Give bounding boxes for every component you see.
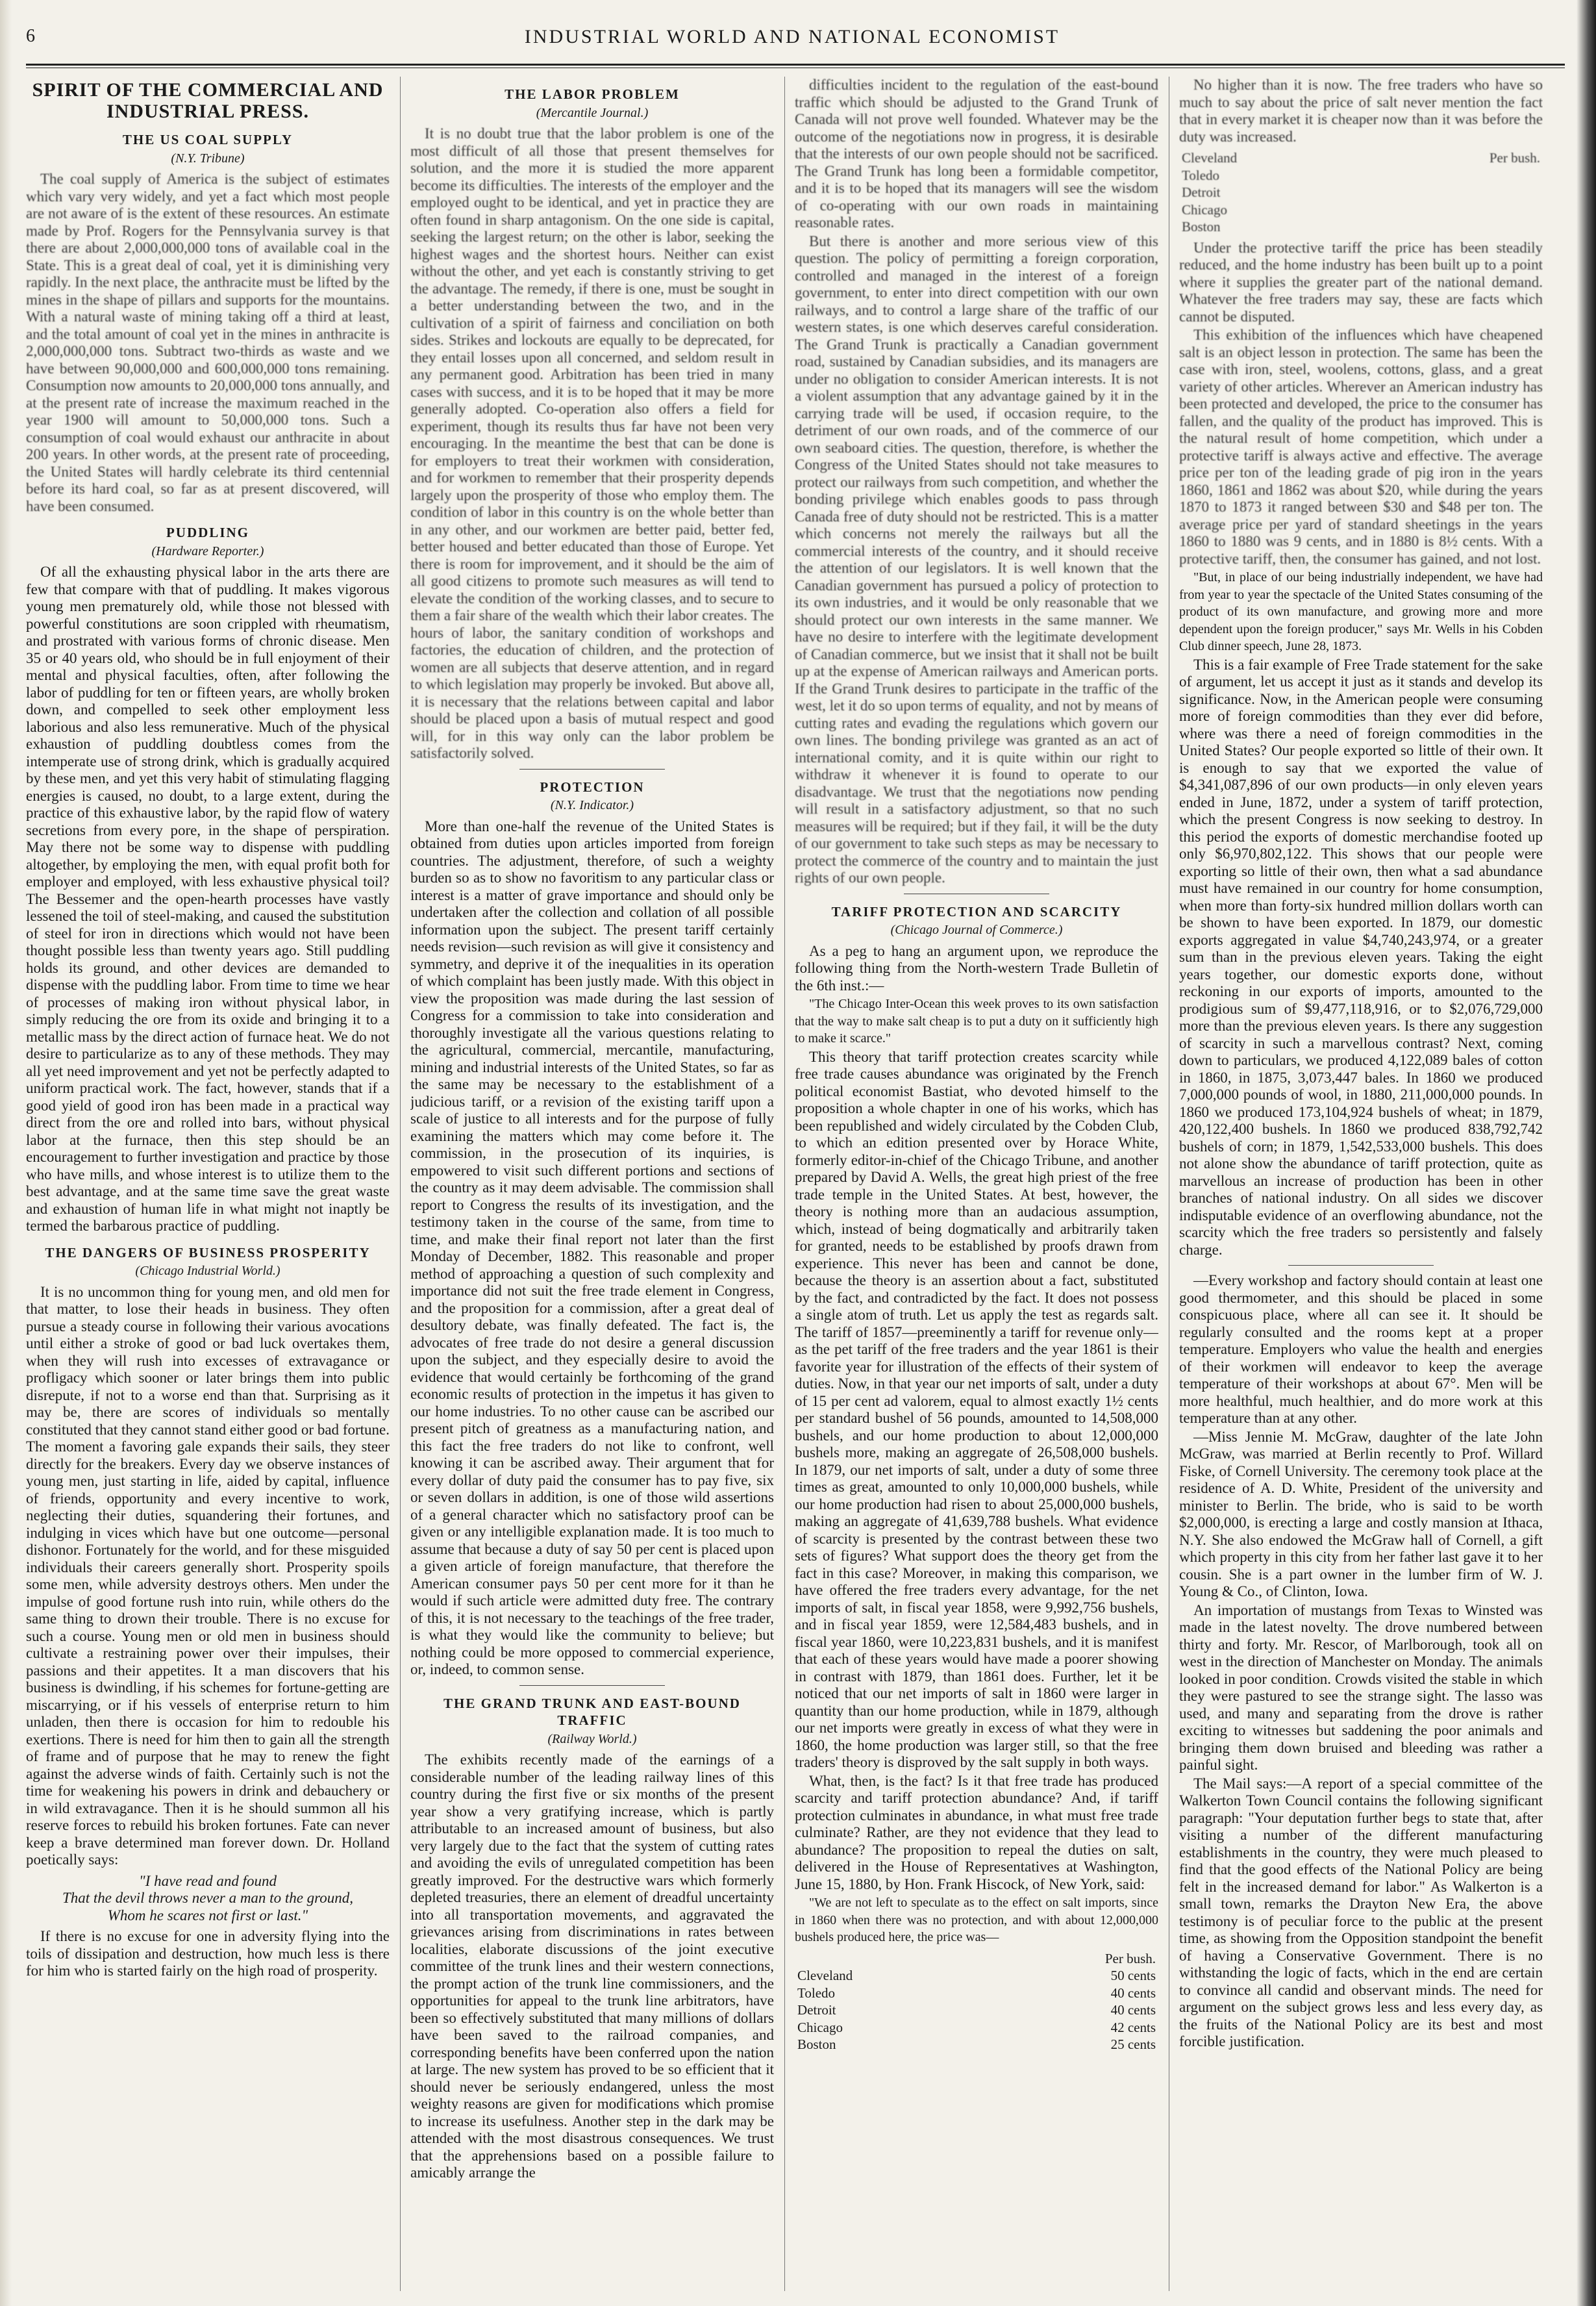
article-heading: TARIFF PROTECTION AND SCARCITY <box>831 903 1122 920</box>
page-edge-left <box>0 0 12 2306</box>
article-body: This exhibition of the influences which have cheapened salt is an object lesson in protection. The same has been the case with iron, steel, woolens, cottons, glass, and a great variety of other articles. Wherever an American industry has been protected and developed, the price to the consumer has fallen, and the quality of the product has improved. This is the natural result of home competition, which under a protective tariff is always active and effective. The average price per ton of the leading grade of pig iron in the years 1860, 1861 and 1862 was about $20, while during the years 1870 to 1873 it ranged between $30 and $48 per ton. The average price per yard of standard sheetings in the years 1860 to 1880 was 9 cents, and in 1880 is 8½ cents. With a protective tariff, then, the consumer has gained, and not lost. <box>1179 327 1543 567</box>
article-quote: "The Chicago Inter-Ocean this week proves to its own satisfaction that the way to make salt cheap is to put a duty on it sufficiently high to make it scarce." <box>795 997 1158 1046</box>
table-cell: 42 cents <box>1110 2019 1156 2035</box>
article-source: (Hardware Reporter.) <box>151 544 264 558</box>
table-cell: Per bush. <box>1489 150 1540 166</box>
page-edge-right <box>1577 0 1596 2306</box>
table-row <box>795 2036 1158 2053</box>
table-row <box>1179 201 1543 219</box>
table-cell <box>1368 184 1543 201</box>
table-cell: Detroit <box>1182 184 1221 200</box>
masthead-title: INDUSTRIAL WORLD AND NATIONAL ECONOMIST <box>524 26 1060 47</box>
section-title: SPIRIT OF THE COMMERCIAL AND INDUSTRIAL PRESS. <box>32 79 384 122</box>
masthead <box>26 26 1558 55</box>
column-divider <box>400 77 401 2291</box>
table-cell <box>1368 167 1543 184</box>
article-body: difficulties incident to the regulation of the east-bound traffic which should be adjusted to the Grand Trunk of Canada will not prove well founded. Whatever may be the outcome of the negotiations now in progress, it is desirable that the interests of our own people should not be sacrificed. The Grand Trunk has long been a formidable competitor, and it is to be hoped that its managers will see the wisdom of co-operating with our own roads in maintaining reasonable rates. <box>795 77 1158 231</box>
table-cell: Boston <box>1182 219 1221 234</box>
table-row <box>1179 149 1543 167</box>
table-row <box>795 2001 1158 2019</box>
article-heading: PROTECTION <box>540 779 645 795</box>
table-row <box>1179 167 1543 184</box>
article-body: This theory that tariff protection creates scarcity while free trade causes abundance was originated by the French political economist Bastiat, who devoted himself to the proposition a whole chapter in one of his works, which has been republished and widely circulated by the Cobden Club, to which an edition presented over by Horace White, formerly editor-in-chief of the Chicago Tribune, and another prepared by David A. Wells, the great high priest of the free trade temple in the United States. At best, however, the theory is nothing more than an audacious assumption, which, instead of being dogmatically and arbitrarily taken for granted, needs to be established by proofs drawn from experience. This never has been and cannot be done, because the theory is an assertion about a fact, substituted by the fact, and contradicted by the fact. It does not possess a single atom of truth. Let us apply the test as regards salt. The tariff of 1857—preeminently a tariff for revenue only—as the pet tariff of the free traders and the year 1861 is their favorite year for illustration of the effects of their system of duties. Now, in that year our net imports of salt, under a duty of 15 per cent ad valorem, equal to almost exactly 1½ cents per standard bushel of 56 pounds, amounted to 14,508,000 bushels, and our home production to about 12,000,000 bushels more, making an aggregate of 26,508,000 bushels. In 1879, our net imports of salt, under a duty of some three times as great, amounted to only 10,000,000 bushels, while our home production had risen to about 25,000,000 bushels, making an aggregate of 41,639,788 bushels. What evidence of scarcity is presented by the contrast between these two sets of figures? What support does the theory get from the fact in this case? Moreover, in making this comparison, we have offered the free traders every advantage, for the net imports of salt, in fiscal year 1858, were 9,992,756 bushels, and in fiscal year 1859, were 12,584,483 bushels, and in fiscal year 1860, were 10,223,831 bushels, and it is manifest that each of these years would have made a poorer showing in contrast with 1879, than 1861 does. Further, let it be noticed that our net imports of salt in 1860 were larger in quantity than our home production, while in 1879, although our net imports were greatly in excess of what they were in 1860, the home production was larger still, so that the free traders' theory is disproved by the salt supply in both ways. <box>795 1048 1158 1770</box>
poem-line: That the devil throws never a man to the ground, <box>62 1890 354 1906</box>
article-body: No higher than it is now. The free traders who have so much to say about the price of salt never mention the fact that in every market it is cheaper now than it was before the duty was increased. <box>1179 77 1543 145</box>
article-quote: "We are not left to speculate as to the effect on salt imports, since in 1860 when there was no protection, and with about 12,000,000 bushels produced here, the price was— <box>795 1896 1158 1944</box>
table-row <box>795 1967 1158 1985</box>
article-body: An importation of mustangs from Texas to Winsted was made in the latest novelty. The drove numbered between thirty and forty. Mr. Rescor, of Marlborough, took all on west in the direction of Manchester on Monday. The animals looked in poor condition. Crowds visited the stable in which they were pastured to see the strange sight. The lasso was used, and many and separating from the drove is rather exciting to witnesses but saddening the poor animals and bringing them down bruised and bleeding was rather a painful sight. <box>1179 1601 1543 1773</box>
table-header-cell <box>795 1950 984 1968</box>
article-body: The Mail says:—A report of a special committee of the Walkerton Town Council contains the following significant paragraph: "Your deputation further begs to state that, after visiting a number of the different manufacturing establishments in the country, they were much pleased to find that the good effects of the National Policy are being felt in the increased demand for labor." As Walkerton is a small town, remarks the Drayton New Era, the above testimony is of peculiar force to the public at the present time, as showing from the Opposition standpoint the benefit of having a Conservative Government. There is no withstanding the logic of facts, which in the end are certain to convince all candid and observant minds. The need for argument on the subject grows less and less every day, as the fruits of the National Policy are its best and most forcible justification. <box>1179 1775 1543 2049</box>
column-2 <box>410 77 774 2291</box>
article-heading: THE DANGERS OF BUSINESS PROSPERITY <box>45 1244 371 1260</box>
table-cell <box>1368 218 1543 236</box>
table-cell: 40 cents <box>1110 2002 1156 2018</box>
article-body: Under the protective tariff the price has been steadily reduced, and the home industry has been built up to a point where it supplies the greater part of the national demand. Whatever the free traders may say, these are facts which cannot be disputed. <box>1179 239 1543 325</box>
poem-line: "I have read and found <box>139 1872 277 1889</box>
article-quote: "But, in place of our being industrially independent, we have had from year to year the spectacle of the United States consuming of the product of its own manufacture, and growing more and more dependent upon the foreign producer," says Mr. Wells in his Cobden Club dinner speech, June 28, 1873. <box>1179 570 1543 653</box>
table-cell: Toledo <box>797 1985 836 2001</box>
column-3 <box>795 77 1158 2291</box>
article-heading: PUDDLING <box>166 525 249 540</box>
separator <box>1288 1265 1434 1266</box>
table-row <box>795 1985 1158 2002</box>
article-body: The exhibits recently made of the earnings of a considerable number of the leading railway lines of this country during the first five or six months of the present year show a very gratifying increase, which is partly attributable to an increased amount of business, but also very largely due to the fact that the system of cutting rates and avoiding the evils of unregulated competition has been greatly improved. For the destructive wars which formerly depleted treasuries, there an element of dreadful uncertainty into all transportation movements, and aggravated the grievances arising from discriminations in rates between localities, elaborate discussions of the joint executive committee of the trunk lines and their western connections, the prompt action of the trunk line commissioners, and the opportunities for appeal to the trunk line arbitrators, have been so effectively substituted that many millions of dollars have been saved to the railroad companies, and corresponding benefits have been conferred upon the nation at large. The new system has proved to be so efficient that it should never be seriously endangered, unless the most weighty reasons are given for modifications which promise to increase its usefulness. Another step in the dark may be attended with the most disastrous consequences. We trust that the apprehensions based on a possible failure to amicably arrange the <box>410 1751 774 2181</box>
article-body: —Miss Jennie M. McGraw, daughter of the late John McGraw, was married at Berlin recently to Prof. Willard Fiske, of Cornell University. The ceremony took place at the residence of A. D. White, President of the university and minister to Berlin. The bride, who is said to be worth $2,000,000, is erecting a large and costly mansion at Ithaca, N.Y. She also endowed the McGraw hall of Cornell, a gift which property in this city from her father last gave it to her cousin. She is a part owner in the lumber firm of W. J. Young & Co., of Clinton, Iowa. <box>1179 1428 1543 1599</box>
article-source: (Mercantile Journal.) <box>536 105 649 120</box>
article-source: (Railway World.) <box>547 1731 637 1746</box>
table-row <box>1179 184 1543 201</box>
article-source: (Chicago Journal of Commerce.) <box>890 923 1063 937</box>
table-header-cell: Per bush. <box>1104 1950 1156 1966</box>
article-source: (N.Y. Indicator.) <box>550 798 634 812</box>
table-cell: 50 cents <box>1110 1968 1156 1983</box>
column-1 <box>26 77 390 2291</box>
poem-quote <box>26 1873 390 1925</box>
separator <box>519 1685 665 1686</box>
article-heading: THE LABOR PROBLEM <box>505 86 680 102</box>
article-body: Of all the exhausting physical labor in the arts there are few that compare with that of puddling. It makes vigorous young men prematurely old, while those not blessed with powerful constitutions are soon crippled with rheumatism, and prostrated with various forms of chronic disease. Men 35 or 40 years old, who should be in full enjoyment of their mental and physical faculties, often, after following the labor of puddling for ten or fifteen years, are wholly broken down, and compelled to seek other employment less laborious and also less remunerative. Much of the physical exhaustion of puddling doubtless comes from the intemperate use of strong drink, which is gradually acquired by these men, and yet this very habit of stimulating flagging energies is caused, no doubt, to a large extent, during the practice of this exhaustive labor, by the rapid flow of watery secretions from every pore, in the shape of perspiration. May there not be some way to dispense with puddling altogether, by employing the men, with equal profit both for employer and employed, with less exhaustive physical toil? The Bessemer and the open-hearth processes have vastly lessened the toil of steel-making, and caused the substitution of steel for iron in directions which would not have been thought possible less than twenty years ago. Still puddling holds its ground, and other devices are demanded to dispense with the puddling labor. From time to time we hear of processes of making iron without physical labor, in simply reducing the ore from its oxide and bringing it to a metallic mass by the direct action of furnace heat. We do not desire to particularize as to any of these methods. They may all yet need improvement and yet not be perfectly adapted to uniform practical work. The fact, however, stands that if a good yield of good iron has been made in a practical way direct from the ore and rolled into bars, without physical labor at the furnace, then this step should be an encouragement to further investigation and practice by those who have mills, and whose interest is to utilize them to the best advantage, and at the same time save the great waste and exhaustion of human life in what might not inaptly be termed the barbarous practice of puddling. <box>26 564 390 1234</box>
table-cell: Detroit <box>797 2002 836 2018</box>
poem-line: Whom he scares not first or last." <box>107 1907 308 1924</box>
table-cell: Chicago <box>797 2019 843 2035</box>
article-body: What, then, is the fact? Is it that free trade has produced scarcity and tariff protection abundance? And, if tariff protection culminates in abundance, in what must free trade culminate? Rather, are they not evidence that they lead to abundance? The proposition to repeal the duties on salt, delivered in the House of Representatives at Washington, June 15, 1880, by Hon. Frank Hiscock, of New York, said: <box>795 1772 1158 1892</box>
article-body: More than one-half the revenue of the United States is obtained from duties upon articles imported from foreign countries. The adjustment, therefore, of such a weighty burden so as to show no favoritism to any particular class or interest is a matter of grave importance and should only be undertaken after the collection and collation of all possible information upon the subject. The present tariff certainly needs revision—such revision as will give it consistency and symmetry, and deprive it of the inequalities in its operation of which complaint has been justly made. With this object in view the proposition was made during the last session of Congress for a commission to take into consideration and thoroughly investigate all the various questions relating to the agricultural, commercial, mercantile, manufacturing, mining and industrial interests of the United States, so far as the same may be necessary to the establishment of a judicious tariff, or a revision of the existing tariff upon a scale of justice to all interests and for the purpose of fully examining the matters which may come before it. The commission, in the prosecution of its inquiries, is empowered to visit such different portions and sections of the country as it may deem advisable. The commission shall report to Congress the results of its investigation, and the testimony taken in the course of the same, from time to time, and make their final report not later than the first Monday of December, 1882. This reasonable and proper method of approaching a question of such complexity and importance did not suit the free trade element in Congress, and the proposition for a commission, after a great deal of desultory debate, was finally defeated. The fact is, the advocates of free trade do not desire a general discussion upon the subject, and they especially desire to avoid the evidence that would certainly be forthcoming of the grand economic results of protection in the impetus it has given to our home industries. To no other cause can be ascribed our present pitch of greatness as a manufacturing nation, and this fact the free traders do not like to confront, well knowing it can be ascribed away. Their argument that for every dollar of duty paid the consumer has to pay five, six or seven dollars in addition, is one of those wild assertions of a general character which no satisfactory proof can be given or any intelligible explanation made. It is too much to assume that because a duty of say 50 per cent is placed upon a given article of foreign manufacture, that therefore the American consumer pays 50 per cent more for it than he would if such article were admitted duty free. The contrary of this, it is not necessary to the teachings of the free trader, is what they would like the community to believe; but nothing could be more opposed to commercial experience, or, indeed, to common sense. <box>410 818 774 1677</box>
masthead-rule <box>26 64 1565 66</box>
article-body: It is no uncommon thing for young men, and old men for that matter, to lose their heads in business. They often pursue a steady course in following their various avocations until either a stroke of good or bad luck overtakes them, when they will rush into excesses of extravagance or profligacy which sooner or later brings them into public disrepute, if not to a worse end than that. Surprising as it may be, there are scores of individuals so mentally constituted that they cannot stand either good or bad fortune. The moment a favoring gale expands their sails, they steer directly for the breakers. Every day we observe instances of young men, just starting in life, aided by capital, influence of friends, opportunity and every incentive to work, neglecting their duties, squandering their fortunes, and indulging in vices which have but one outcome—personal dishonor. Fortunately for the world, and for these misguided individuals their careers generally short. Prosperity spoils some men, while adversity destroys others. Men under the impulse of good fortune rush into ruin, while others do the same thing to drown their trouble. There is no excuse for such a course. Young men or old men in business should cultivate a restraining power over their impulses, their passions and their appetites. It a man discovers that his business is dwindling, if his schemes for fortune-getting are miscarrying, or if his vessels of enterprise return to him unladen, then there is occasion for him to redouble his exertions. There is need for him then to gain all the strength of frame and of purpose that he may to renew the fight against the adverse winds of faith. Certainly such is not the time for weakening his powers in drink and debauchery or in wild extravagance. Then it is he should summon all his reserve forces to rebuild his broken fortunes. Fate can never keep a brave determined man forever down. Dr. Holland poetically says: <box>26 1283 390 1868</box>
article-body: —Every workshop and factory should contain at least one good thermometer, and this should be placed in some conspicuous place, where all can see it. It should be regularly consulted and the rooms kept at a proper temperature. Employers who value the health and energies of their workmen will endeavor to keep the average temperature of their workshops at about 67°. Men will be more healthful, much healthier, and do more work at this temperature than at any other. <box>1179 1272 1543 1426</box>
article-body: The coal supply of America is the subject of estimates which vary very widely, and yet a fact which most people are not aware of is the extent of these resources. An estimate made by Prof. Rogers for the Pennsylvania survey is that there are about 2,000,000,000 tons of available coal in the State. This is a great deal of coal, yet it is diminishing very rapidly. In the next place, the anthracite must be lifted by the mines in the shape of pillars and supports for the mountains. With a natural waste of mining taking off a third at least, and the total amount of coal yet in the mines in anthracite is 2,000,000,000 tons. Subtract two-thirds as waste and we have between 90,000,000 and 600,000,000 tons remaining. Consumption now amounts to 20,000,000 tons annually, and at the present rate of increase the maximum reached in the year 1900 will amount to 50,000,000 tons. Such a consumption of coal would exhaust our anthracite in about 200 years. In other words, at the present rate of proceeding, the United States will hardly celebrate its third centennial before its hard coal, so far as at present discovered, will have been consumed. <box>26 171 390 514</box>
article-intro: As a peg to hang an argument upon, we reproduce the following thing from the North-western Trade Bulletin of the 6th inst.:— <box>795 942 1158 994</box>
price-table <box>1179 149 1543 236</box>
table-cell: Toledo <box>1182 167 1220 183</box>
article-heading: THE US COAL SUPPLY <box>122 132 293 147</box>
table-cell: 40 cents <box>1110 1985 1156 2001</box>
salt-price-table <box>795 1950 1158 2053</box>
article-body: If there is no excuse for one in adversity flying into the toils of dissipation and destruction, how much less is there for him who is started fairly on the high road of prosperity. <box>26 1928 390 1979</box>
table-header-row <box>795 1950 1158 1968</box>
table-cell: Cleveland <box>1182 150 1238 166</box>
table-cell <box>1368 201 1543 219</box>
article-body: But there is another and more serious view of this question. The policy of permitting a foreign corporation, controlled and managed in the interest of a foreign government, to enter into direct competition with our own railways, and to control a large share of the traffic of our western states, is one which deserves careful consideration. The Grand Trunk is practically a Canadian government road, sustained by Canadian subsidies, and its managers are under no obligation to consider American interests. It is not a violent assumption that any advantage gained by it in the carrying trade will be used, if occasion require, to the detriment of our own roads, and of the commerce of our own seaboard cities. The question, therefore, is whether the Congress of the United States should not take measures to protect our railways from such competition, and whether the bonding privilege which enables goods to pass through Canada free of duty should not be restricted. This is a matter which concerns not merely the railways but all the commercial interests of the country, and it should receive the attention of our legislators. It is well known that the Canadian government has pursued a policy of protection to its own industries, and it would be only reasonable that we should protect our own interests in the same manner. We have no desire to interfere with the legitimate development of Canadian commerce, but we insist that it shall not be built up at the expense of American railways and American ports. If the Grand Trunk desires to participate in the traffic of the west, let it do so upon terms of equality, and not by means of cutting rates and evading the regulations which govern our own lines. The bonding privilege was granted as an act of international comity, and it is quite within our right to withdraw it whenever it is found to operate to our disadvantage. We trust that the negotiations now pending will result in a satisfactory adjustment, so that no such measures will be required; but if they fail, it will be the duty of our government to take such steps as may be necessary to protect the commerce of the country and to maintain the just rights of our own people. <box>795 232 1158 886</box>
table-row <box>1179 218 1543 236</box>
article-body: This is a fair example of Free Trade statement for the sake of argument, let us accept it just as it stands and develop its significance. Now, in the American people were consuming more of foreign commodities than they ever did before, where was there a need of foreign commodities in the United States? Our people exported so little of their own. It is enough to say that we exported the value of $4,341,087,896 of our own products—in only eleven years ended in June, 1872, under a system of tariff protection, which the present Congress is now seeking to destroy. In this period the exports of domestic merchandise footed up only $6,970,802,122. This shows that our people were exporting so little of their own, then what a sad abundance must have remained in our country for home consumption, when more than forty-six hundred million dollars worth can be shown to have been exported. In 1879, our domestic exports aggregated in value $4,740,243,974, or a greater sum than in the previous eleven years. Taking the eight years together, our domestic exports done, without reckoning in our exports of imports, amounted to the prodigious sum of $9,477,118,916, or to $2,076,729,000 more than the previous eleven years. Is there any suggestion of scarcity in such a marvellous contrast? Next, coming down to particulars, we produced 4,122,089 bales of cotton in 1860, in 1875, 3,073,447 bales. In 1860 we produced 7,000,000 pounds of wool, in 1880, 211,000,000 pounds. In 1860 we produced 173,104,924 bushels of wheat; in 1879, 420,122,400 bushels. In 1860 we produced 838,792,742 bushels of corn; in 1879, 1,542,533,000 bushels. This does not alone show the abundance of tariff protection, quite as marvellous an increase of production has been in other branches of national industry. On all sides we discover indisputable evidence of an overflowing abundance, not the scarcity which the free traders so persistently and falsely charge. <box>1179 656 1543 1258</box>
column-divider <box>784 77 785 2291</box>
article-heading: THE GRAND TRUNK AND EAST-BOUND TRAFFIC <box>443 1695 741 1728</box>
article-source: (Chicago Industrial World.) <box>135 1264 281 1278</box>
table-cell: Boston <box>797 2037 836 2052</box>
table-cell: 25 cents <box>1110 2037 1156 2052</box>
page-number: 6 <box>26 26 37 46</box>
separator <box>519 769 665 770</box>
column-4 <box>1179 77 1543 2291</box>
article-body: It is no doubt true that the labor problem is one of the most difficult of all those that present themselves for solution, and the more it is studied the more apparent become its difficulties. The interests of the employer and the employed ought to be identical, and yet in practice they are often found in sharp antagonism. On the one side is capital, seeking the largest return; on the other is labor, seeking the highest wages and the shortest hours. Neither can exist without the other, and yet each is constantly striving to get the advantage. The remedy, if there is one, must be sought in a better understanding between the two, and in the cultivation of a spirit of fairness and conciliation on both sides. Strikes and lockouts are equally to be deprecated, for they entail losses upon all concerned, and seldom result in any permanent good. Arbitration has been tried in many cases with success, and it is to be hoped that it may be more generally adopted. Co-operation also offers a field for experiment, though its results thus far have not been very encouraging. In the meantime the best that can be done is for employers to treat their workmen with consideration, and for workmen to remember that their prosperity depends largely upon the prosperity of those who employ them. The condition of labor in this country is on the whole better than in any other, and our workmen are better paid, better fed, better housed and better educated than those of Europe. Yet there is room for improvement, and it should be the aim of all good citizens to promote such measures as will tend to elevate the condition of the working classes, and to secure to them a fair share of the wealth which their labor creates. The hours of labor, the sanitary condition of workshops and factories, the education of children, and the protection of women are all subjects that deserve attention, and in regard to which legislation may properly be invoked. But above all, it is necessary that the relations between capital and labor should be placed upon a basis of mutual respect and good will, for in this way only can the labor problem be satisfactorily solved. <box>410 125 774 761</box>
table-cell: Chicago <box>1182 201 1227 218</box>
article-source: (N.Y. Tribune) <box>171 151 245 166</box>
table-row <box>795 2019 1158 2037</box>
table-cell: Cleveland <box>797 1968 853 1983</box>
